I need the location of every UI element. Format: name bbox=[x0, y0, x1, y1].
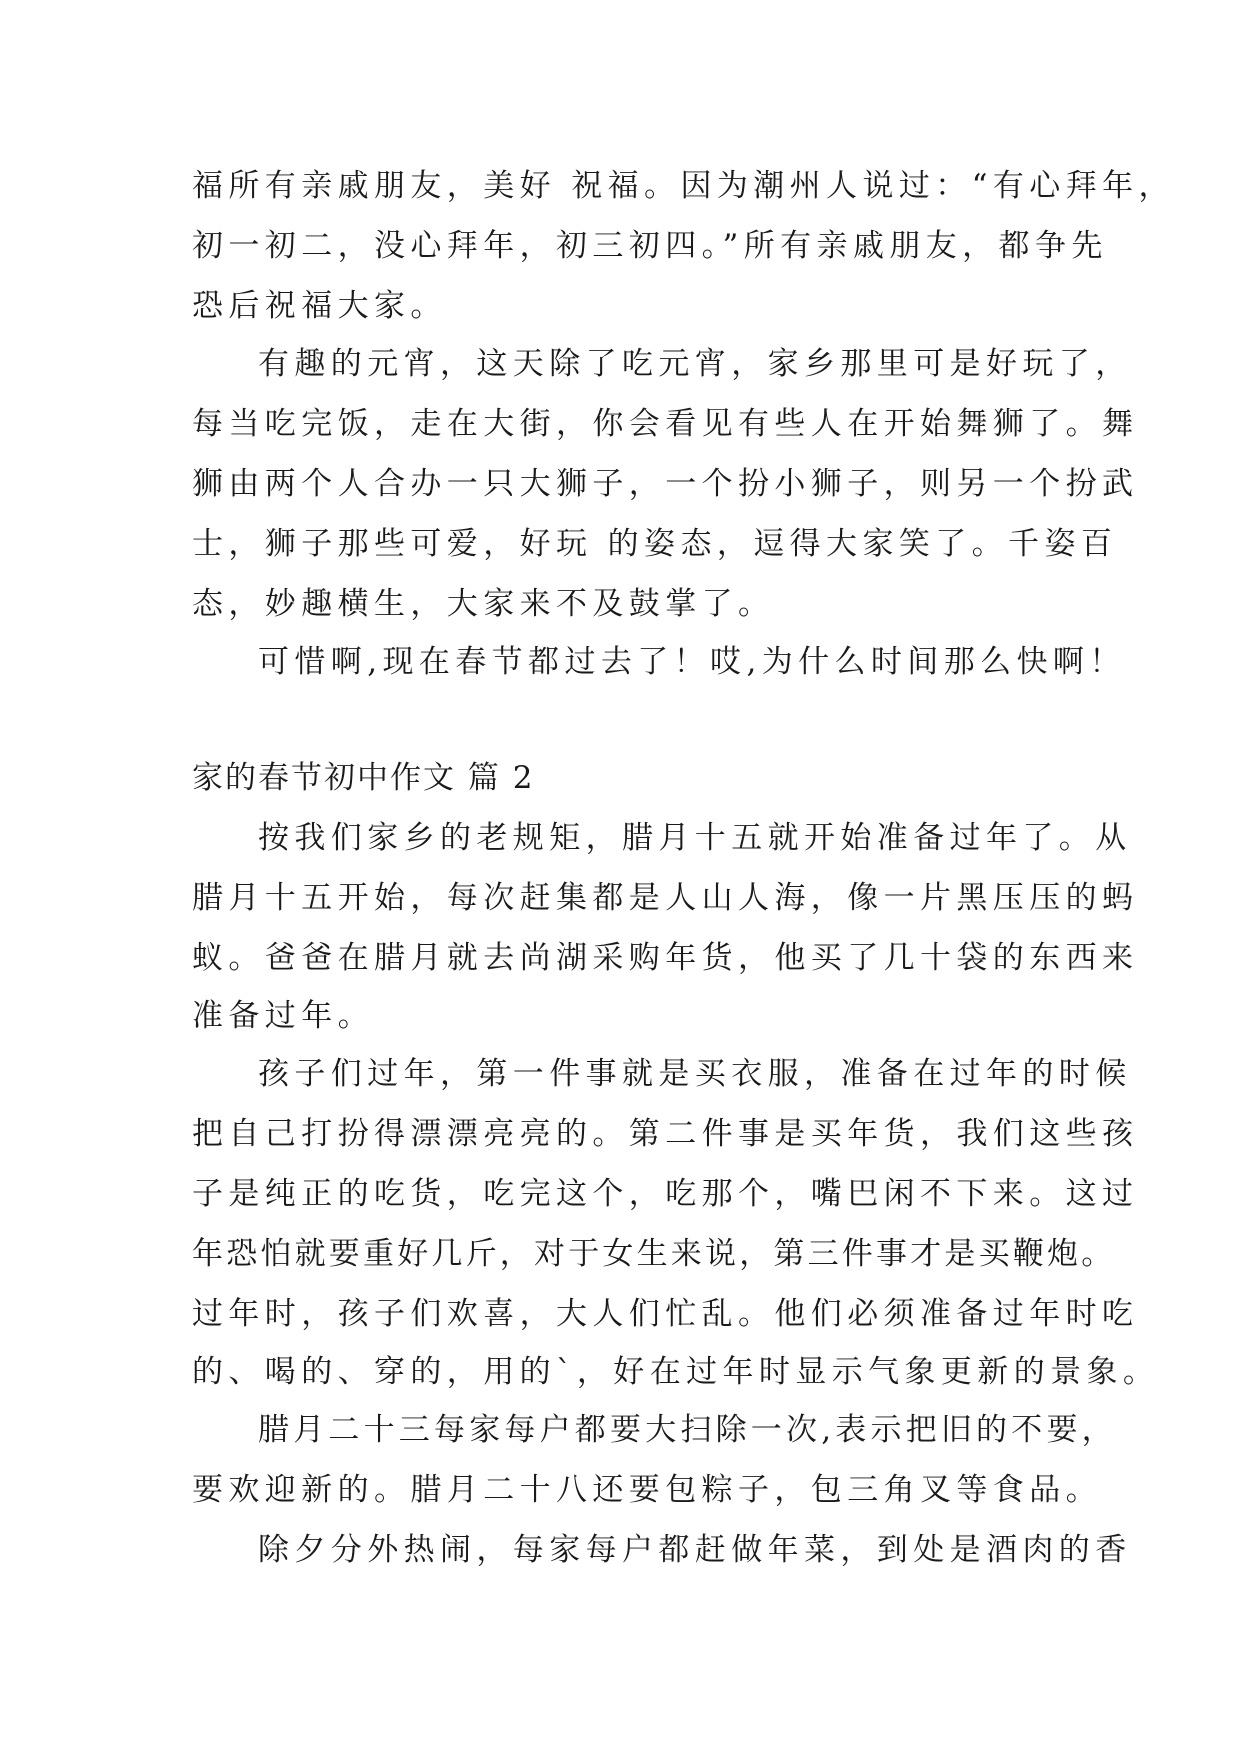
text-line: 每当吃完饭，走在大街，你会看见有些人在开始舞狮了。舞 bbox=[192, 406, 1139, 442]
text-line: 子是纯正的吃货，吃完这个，吃那个，嘴巴闲不下来。这过 bbox=[192, 1176, 1139, 1212]
text-line: 态，妙趣横生，大家来不及鼓掌了。 bbox=[192, 586, 775, 622]
text-line: 恐后祝福大家。 bbox=[192, 288, 447, 324]
text-line: 士，狮子那些可爱，好玩 的姿态，逗得大家笑了。千姿百 bbox=[192, 526, 1118, 562]
text-line: 初一初二，没心拜年，初三初四。”所有亲戚朋友，都争先 bbox=[192, 228, 1108, 264]
text-line: 准备过年。 bbox=[192, 998, 374, 1034]
text-line: 腊月十五开始，每次赶集都是人山人海，像一片黑压压的蚂 bbox=[192, 880, 1139, 916]
section-heading: 家的春节初中作文 篇 2 bbox=[192, 760, 535, 796]
text-line: 福所有亲戚朋友，美好 祝福。因为潮州人说过：“有心拜年， bbox=[192, 168, 1175, 204]
text-line: 可惜啊,现在春节都过去了！哎,为什么时间那么快啊！ bbox=[258, 644, 1126, 680]
text-line: 孩子们过年，第一件事就是买衣服，准备在过年的时候 bbox=[258, 1056, 1132, 1092]
text-line: 过年时，孩子们欢喜，大人们忙乱。他们必须准备过年时吃 bbox=[192, 1296, 1139, 1332]
text-line: 把自己打扮得漂漂亮亮的。第二件事是买年货，我们这些孩 bbox=[192, 1116, 1139, 1152]
text-line: 除夕分外热闹，每家每户都赶做年菜，到处是酒肉的香 bbox=[258, 1532, 1132, 1568]
text-line: 有趣的元宵，这天除了吃元宵，家乡那里可是好玩了， bbox=[258, 346, 1132, 382]
text-line: 蚁。爸爸在腊月就去尚湖采购年货，他买了几十袋的东西来 bbox=[192, 940, 1139, 976]
text-line: 狮由两个人合办一只大狮子，一个扮小狮子，则另一个扮武 bbox=[192, 466, 1139, 502]
text-line: 的、喝的、穿的，用的`，好在过年时显示气象更新的景象。 bbox=[192, 1354, 1160, 1390]
text-line: 腊月二十三每家每户都要大扫除一次,表示把旧的不要， bbox=[258, 1412, 1117, 1448]
text-line: 按我们家乡的老规矩，腊月十五就开始准备过年了。从 bbox=[258, 820, 1132, 856]
text-line: 要欢迎新的。腊月二十八还要包粽子，包三角叉等食品。 bbox=[192, 1472, 1102, 1508]
text-line: 年恐怕就要重好几斤，对于女生来说，第三件事才是买鞭炮。 bbox=[192, 1236, 1116, 1272]
